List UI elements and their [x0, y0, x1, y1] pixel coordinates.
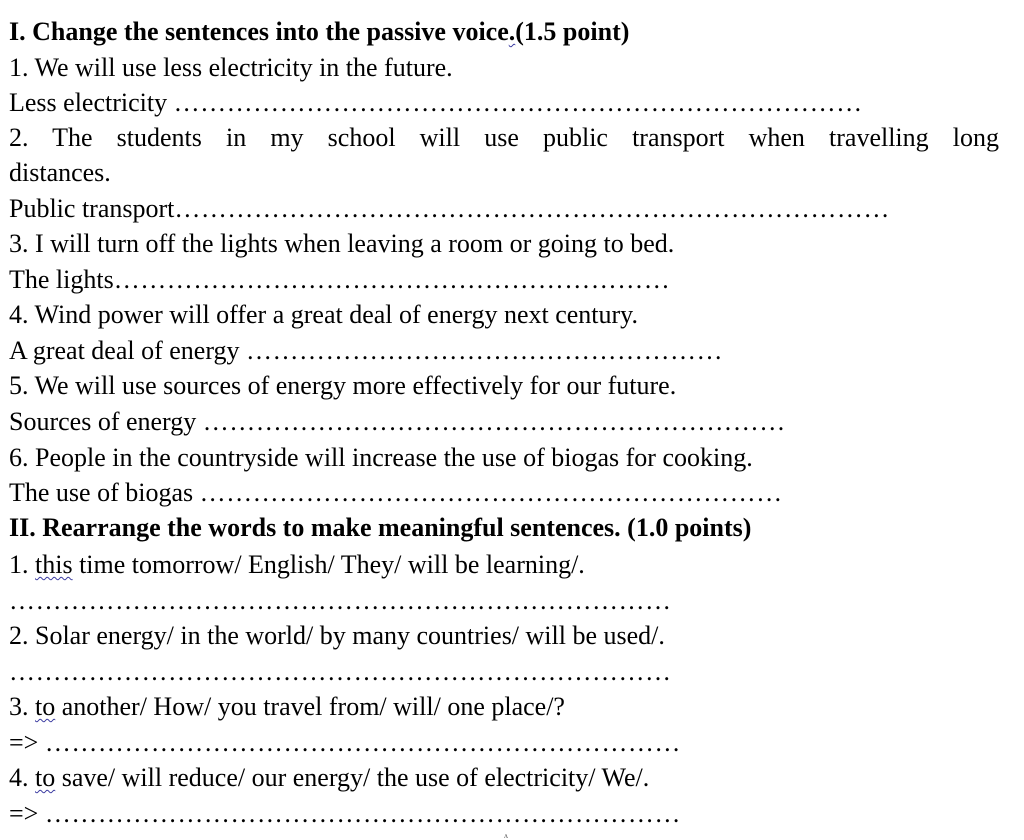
question-4-answer-prefix: A great deal of energy	[9, 336, 247, 365]
rearrange-4-number: 4.	[9, 763, 35, 792]
rearrange-2-words: Solar energy/ in the world/ by many countries/ will be used/.	[35, 621, 665, 650]
question-3-answer-line	[9, 265, 670, 295]
question-6-answer-prefix: The use of biogas	[9, 478, 200, 507]
rearrange-4-marked-word: to	[35, 763, 56, 792]
rearrange-3-words: another/ How/ you travel from/ will/ one place/?	[55, 692, 565, 721]
rearrange-2-answer-line	[9, 657, 672, 687]
question-6-sentence: 6. People in the countryside will increase the use of biogas for cooking.	[9, 443, 753, 472]
question-5-answer-prefix: Sources of energy	[9, 407, 203, 436]
rearrange-4-words: save/ will reduce/ our energy/ the use of electricity/ We/.	[55, 763, 650, 792]
rearrange-3-answer-dots: ………………………………………………………………	[44, 728, 681, 757]
section-1-heading-text: I. Change the sentences into the passive voice	[9, 17, 509, 46]
rearrange-3-sentence	[9, 692, 565, 722]
section-1-heading-period: .	[508, 17, 516, 46]
scan-artifact-mark: ʌ	[504, 831, 508, 840]
rearrange-4-answer-line	[9, 799, 681, 829]
section-2-heading: II. Rearrange the words to make meaningful sentences. (1.0 points)	[9, 513, 752, 542]
question-4-sentence: 4. Wind power will offer a great deal of energy next century.	[9, 300, 638, 329]
question-2-sentence-line-1: 2. The students in my school will use public transport when travelling long	[9, 123, 999, 152]
question-1-sentence: 1. We will use less electricity in the future.	[9, 53, 453, 82]
rearrange-3-marked-word: to	[35, 692, 56, 721]
rearrange-2-sentence	[9, 621, 665, 651]
question-2-answer-line	[9, 194, 890, 224]
question-3-answer-dots: ………………………………………………………	[113, 265, 671, 294]
rearrange-3-answer-line	[9, 728, 681, 758]
rearrange-2-number: 2.	[9, 621, 35, 650]
question-3-sentence: 3. I will turn off the lights when leaving a room or going to bed.	[9, 229, 675, 258]
rearrange-1-words: time tomorrow/ English/ They/ will be learning/.	[72, 550, 585, 579]
rearrange-4-answer-prefix: =>	[9, 799, 45, 828]
rearrange-4-answer-dots: ………………………………………………………………	[44, 799, 681, 828]
question-6-answer-dots: …………………………………………………………	[199, 478, 783, 507]
question-5-answer-dots: …………………………………………………………	[202, 407, 786, 436]
question-4-answer-dots: ………………………………………………	[246, 336, 724, 365]
question-1-answer-dots: ……………………………………………………………………	[173, 88, 863, 117]
question-4-answer-line	[9, 336, 723, 366]
rearrange-1-answer-line	[9, 586, 672, 616]
rearrange-3-number: 3.	[9, 692, 35, 721]
question-2-sentence-line-2: distances.	[9, 158, 111, 187]
rearrange-1-answer-dots: …………………………………………………………………	[9, 586, 672, 615]
section-1-heading	[9, 17, 629, 47]
question-1-answer-line	[9, 88, 863, 118]
rearrange-4-sentence	[9, 763, 649, 793]
rearrange-3-answer-prefix: =>	[9, 728, 45, 757]
rearrange-1-marked-word: this	[35, 550, 73, 579]
question-1-answer-prefix: Less electricity	[9, 88, 174, 117]
rearrange-2-answer-dots: …………………………………………………………………	[9, 657, 672, 686]
rearrange-1-sentence	[9, 550, 585, 580]
question-2-answer-prefix: Public transport	[9, 194, 175, 223]
question-3-answer-prefix: The lights	[9, 265, 114, 294]
section-1-heading-points: (1.5 point)	[515, 17, 630, 46]
question-6-answer-line	[9, 478, 783, 508]
rearrange-1-number: 1.	[9, 550, 35, 579]
question-5-answer-line	[9, 407, 786, 437]
question-5-sentence: 5. We will use sources of energy more effectively for our future.	[9, 371, 677, 400]
question-2-answer-dots: ………………………………………………………………………	[174, 194, 890, 223]
